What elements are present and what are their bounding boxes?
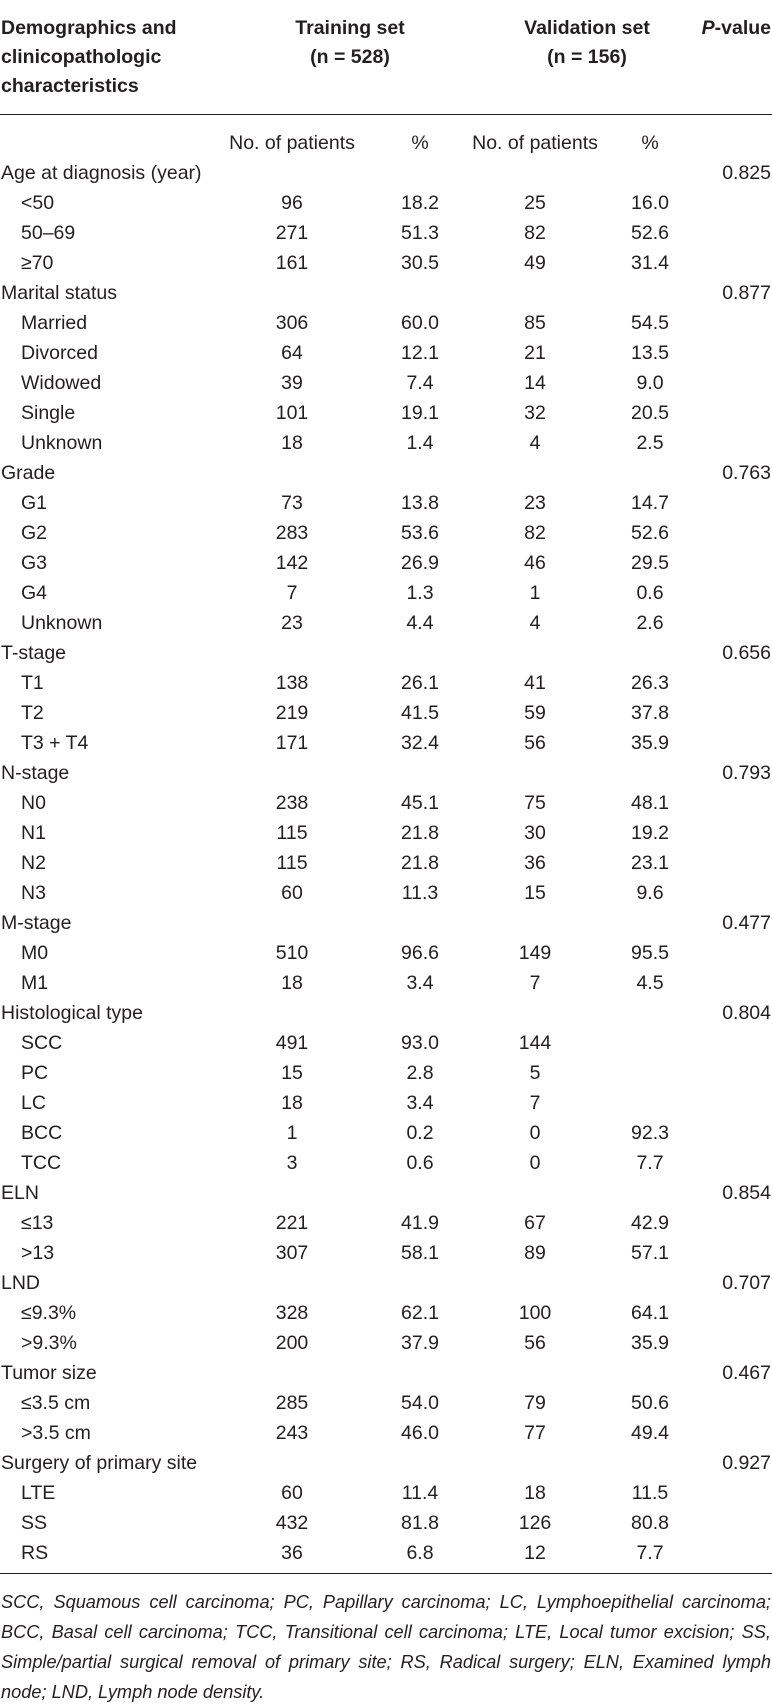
- table-footnote: SCC, Squamous cell carcinoma; PC, Papillary carcinoma; LC, Lymphoepithelial carcinoma; BCC, Basal cell carcinoma; TCC, Transitional cell carcinoma; LTE, Local tumor excision; SS, Simple/partial surgical removal of primary site; RS, Radical surgery; ELN, Examined lymph node; LND, Lymph node density.: [1, 1592, 771, 1702]
- table-group-row: [0, 458, 772, 488]
- row-label: RS: [21, 1542, 49, 1564]
- training-percent: 21.8: [401, 852, 439, 874]
- training-count: 101: [275, 402, 309, 424]
- training-percent: 41.9: [401, 1212, 439, 1234]
- training-count: 7: [286, 582, 298, 604]
- validation-count: 149: [518, 942, 552, 964]
- row-label: ≤9.3%: [21, 1302, 77, 1324]
- table-group-row: [0, 1268, 772, 1298]
- subheader-training-n: No. of patients: [229, 132, 355, 154]
- row-label: Surgery of primary site: [1, 1452, 198, 1474]
- table-row: [0, 488, 772, 518]
- training-count: 200: [275, 1332, 309, 1354]
- table-row: [0, 1148, 772, 1178]
- subheader-validation-pct: %: [641, 132, 659, 154]
- row-label: G4: [21, 582, 48, 604]
- p-value: 0.825: [722, 162, 771, 184]
- row-label: Married: [21, 312, 88, 334]
- row-label: M1: [21, 972, 49, 994]
- training-percent: 18.2: [401, 192, 439, 214]
- row-label: Age at diagnosis (year): [1, 162, 202, 184]
- training-count: 1: [286, 1122, 298, 1144]
- table-row: [0, 1088, 772, 1118]
- subheader-validation-n: No. of patients: [472, 132, 598, 154]
- row-label: Unknown: [21, 612, 103, 634]
- table-group-row: [0, 638, 772, 668]
- validation-percent: 14.7: [631, 492, 669, 514]
- row-label: Tumor size: [1, 1362, 97, 1384]
- validation-count: 21: [524, 342, 546, 364]
- column-header-p-value: P-value: [701, 17, 771, 39]
- training-percent: 6.8: [406, 1542, 434, 1564]
- validation-percent: 16.0: [631, 192, 669, 214]
- table-row: [0, 1418, 772, 1448]
- table-row: [0, 1538, 772, 1568]
- table-group-row: [0, 158, 772, 188]
- row-label: N3: [21, 882, 46, 904]
- validation-count: 126: [518, 1512, 552, 1534]
- row-label: G2: [21, 522, 48, 544]
- p-value: 0.763: [722, 462, 771, 484]
- footer-rule: [0, 1573, 772, 1574]
- table-row: [0, 1208, 772, 1238]
- validation-percent: 52.6: [631, 222, 669, 244]
- table-group-row: [0, 758, 772, 788]
- validation-count: 25: [524, 192, 546, 214]
- validation-count: 59: [524, 702, 546, 724]
- table-row: [0, 248, 772, 278]
- training-count: 432: [275, 1512, 309, 1534]
- validation-count: 75: [524, 792, 546, 814]
- validation-percent: 42.9: [631, 1212, 669, 1234]
- table-row: [0, 188, 772, 218]
- table-row: [0, 968, 772, 998]
- training-count: 36: [281, 1542, 303, 1564]
- validation-count: 18: [524, 1482, 546, 1504]
- validation-count: 77: [524, 1422, 546, 1444]
- row-label: T3 + T4: [21, 732, 89, 754]
- table-row: [0, 1388, 772, 1418]
- row-label: G3: [21, 552, 48, 574]
- training-count: 60: [281, 882, 303, 904]
- validation-percent: 80.8: [631, 1512, 669, 1534]
- header-rule: [0, 114, 772, 115]
- training-count: 243: [275, 1422, 309, 1444]
- row-label: Grade: [1, 462, 56, 484]
- table-group-row: [0, 1358, 772, 1388]
- row-label: BCC: [21, 1122, 63, 1144]
- validation-percent: 35.9: [631, 732, 669, 754]
- table-row: [0, 848, 772, 878]
- row-label: LC: [21, 1092, 46, 1114]
- table-row: [0, 818, 772, 848]
- row-label: ≤3.5 cm: [21, 1392, 91, 1414]
- training-count: 60: [281, 1482, 303, 1504]
- validation-percent: 0.6: [636, 582, 664, 604]
- validation-count: 89: [524, 1242, 546, 1264]
- table-row: [0, 788, 772, 818]
- row-label: Single: [21, 402, 76, 424]
- validation-count: 32: [524, 402, 546, 424]
- validation-count: 5: [529, 1062, 541, 1084]
- training-count: 238: [275, 792, 309, 814]
- row-label: Marital status: [1, 282, 117, 304]
- training-count: 18: [281, 432, 303, 454]
- table-row: [0, 1328, 772, 1358]
- table-row: [0, 398, 772, 428]
- training-count: 142: [275, 552, 309, 574]
- training-percent: 26.9: [401, 552, 439, 574]
- training-percent: 37.9: [401, 1332, 439, 1354]
- validation-count: 56: [524, 1332, 546, 1354]
- validation-count: 7: [529, 972, 541, 994]
- training-percent: 30.5: [401, 252, 439, 274]
- row-label: Histological type: [1, 1002, 143, 1024]
- table-group-row: [0, 908, 772, 938]
- row-label: >3.5 cm: [21, 1422, 91, 1444]
- table-row: [0, 938, 772, 968]
- validation-percent: 92.3: [631, 1122, 669, 1144]
- column-header-validation-set: Validation set (n = 156): [524, 17, 650, 68]
- training-percent: 21.8: [401, 822, 439, 844]
- validation-percent: 4.5: [636, 972, 664, 994]
- row-label: M0: [21, 942, 49, 964]
- training-percent: 0.6: [406, 1152, 434, 1174]
- training-percent: 7.4: [406, 372, 434, 394]
- training-percent: 12.1: [401, 342, 439, 364]
- training-percent: 13.8: [401, 492, 439, 514]
- validation-count: 144: [518, 1032, 552, 1054]
- validation-count: 67: [524, 1212, 546, 1234]
- row-label: >9.3%: [21, 1332, 77, 1354]
- row-label: ≥70: [21, 252, 54, 274]
- training-count: 283: [275, 522, 309, 544]
- row-label: Unknown: [21, 432, 103, 454]
- training-count: 221: [275, 1212, 309, 1234]
- training-count: 3: [286, 1152, 298, 1174]
- table-row: [0, 548, 772, 578]
- training-count: 23: [281, 612, 303, 634]
- validation-percent: 2.5: [636, 432, 664, 454]
- validation-percent: 95.5: [631, 942, 669, 964]
- p-value: 0.656: [722, 642, 771, 664]
- row-label: Divorced: [21, 342, 98, 364]
- validation-count: 82: [524, 522, 546, 544]
- row-label: M-stage: [1, 912, 72, 934]
- validation-count: 46: [524, 552, 546, 574]
- table-row: [0, 218, 772, 248]
- training-percent: 3.4: [406, 1092, 434, 1114]
- table-row: [0, 728, 772, 758]
- training-count: 115: [276, 852, 308, 874]
- validation-count: 41: [524, 672, 546, 694]
- training-percent: 46.0: [401, 1422, 439, 1444]
- training-percent: 81.8: [401, 1512, 439, 1534]
- row-label: SS: [21, 1512, 48, 1534]
- training-percent: 41.5: [401, 702, 439, 724]
- table-row: [0, 698, 772, 728]
- validation-percent: 52.6: [631, 522, 669, 544]
- row-label: T-stage: [1, 642, 67, 664]
- table-row: [0, 518, 772, 548]
- row-label: N2: [21, 852, 46, 874]
- training-percent: 4.4: [406, 612, 434, 634]
- training-percent: 96.6: [401, 942, 439, 964]
- validation-percent: 54.5: [631, 312, 669, 334]
- p-value: 0.467: [722, 1362, 771, 1384]
- validation-count: 79: [524, 1392, 546, 1414]
- validation-percent: 64.1: [631, 1302, 669, 1324]
- column-header-training-set: Training set (n = 528): [295, 17, 405, 68]
- training-count: 39: [281, 372, 303, 394]
- training-count: 138: [275, 672, 309, 694]
- row-label: ≤13: [21, 1212, 54, 1234]
- validation-percent: 26.3: [631, 672, 669, 694]
- validation-percent: 31.4: [631, 252, 669, 274]
- row-label: T2: [21, 702, 44, 724]
- validation-count: 56: [524, 732, 546, 754]
- table-row: [0, 1298, 772, 1328]
- training-count: 510: [275, 942, 309, 964]
- p-value: 0.877: [722, 282, 771, 304]
- validation-percent: 2.6: [636, 612, 664, 634]
- validation-count: 7: [529, 1092, 541, 1114]
- training-percent: 1.4: [406, 432, 434, 454]
- validation-count: 30: [524, 822, 546, 844]
- table-row: [0, 668, 772, 698]
- validation-count: 0: [529, 1122, 541, 1144]
- row-label: SCC: [21, 1032, 63, 1054]
- table-row: [0, 1058, 772, 1088]
- validation-count: 15: [524, 882, 546, 904]
- training-percent: 51.3: [401, 222, 439, 244]
- training-count: 491: [275, 1032, 309, 1054]
- table-group-row: [0, 998, 772, 1028]
- validation-count: 85: [524, 312, 546, 334]
- validation-count: 23: [524, 492, 546, 514]
- validation-count: 14: [524, 372, 546, 394]
- validation-percent: 35.9: [631, 1332, 669, 1354]
- training-count: 307: [275, 1242, 309, 1264]
- row-label: >13: [21, 1242, 55, 1264]
- row-label: T1: [21, 672, 44, 694]
- training-percent: 53.6: [401, 522, 439, 544]
- validation-count: 4: [529, 432, 541, 454]
- training-count: 171: [275, 732, 309, 754]
- row-label: ELN: [1, 1182, 39, 1204]
- training-count: 96: [281, 192, 303, 214]
- training-percent: 11.4: [401, 1482, 439, 1504]
- p-value: 0.793: [722, 762, 771, 784]
- training-count: 18: [281, 972, 303, 994]
- training-percent: 54.0: [401, 1392, 439, 1414]
- validation-percent: 29.5: [631, 552, 669, 574]
- table-row: [0, 1118, 772, 1148]
- row-label: LTE: [21, 1482, 56, 1504]
- row-label: PC: [21, 1062, 49, 1084]
- training-percent: 26.1: [401, 672, 439, 694]
- table-row: [0, 308, 772, 338]
- table-group-row: [0, 1178, 772, 1208]
- training-count: 328: [275, 1302, 309, 1324]
- validation-count: 0: [529, 1152, 541, 1174]
- training-percent: 60.0: [401, 312, 439, 334]
- table-group-row: [0, 278, 772, 308]
- table-row: [0, 878, 772, 908]
- training-count: 18: [281, 1092, 303, 1114]
- validation-percent: 9.6: [636, 882, 664, 904]
- validation-percent: 9.0: [636, 372, 664, 394]
- table-row: [0, 1508, 772, 1538]
- validation-percent: 49.4: [631, 1422, 669, 1444]
- validation-percent: 13.5: [631, 342, 669, 364]
- training-count: 64: [281, 342, 303, 364]
- p-value: 0.854: [722, 1182, 771, 1204]
- p-value: 0.707: [722, 1272, 771, 1294]
- subheader-row: [0, 128, 772, 158]
- validation-percent: 19.2: [631, 822, 669, 844]
- column-header-characteristics: Demographics and clinicopathologic characteristics: [1, 17, 177, 97]
- training-count: 161: [275, 252, 309, 274]
- row-label: N1: [21, 822, 46, 844]
- table-row: [0, 1238, 772, 1268]
- validation-count: 12: [524, 1542, 546, 1564]
- validation-count: 36: [524, 852, 546, 874]
- training-percent: 2.8: [406, 1062, 434, 1084]
- table-row: [0, 428, 772, 458]
- p-value: 0.477: [722, 912, 771, 934]
- validation-count: 1: [529, 582, 541, 604]
- training-count: 285: [275, 1392, 309, 1414]
- row-label: G1: [21, 492, 48, 514]
- training-count: 73: [281, 492, 303, 514]
- table-header: [0, 0, 772, 116]
- row-label: <50: [21, 192, 55, 214]
- training-percent: 32.4: [401, 732, 439, 754]
- row-label: TCC: [21, 1152, 62, 1174]
- validation-percent: 7.7: [636, 1152, 664, 1174]
- row-label: N-stage: [1, 762, 70, 784]
- training-count: 306: [275, 312, 309, 334]
- validation-count: 100: [518, 1302, 552, 1324]
- subheader-training-pct: %: [411, 132, 429, 154]
- training-percent: 0.2: [406, 1122, 434, 1144]
- training-count: 219: [275, 702, 309, 724]
- table-row: [0, 608, 772, 638]
- row-label: LND: [1, 1272, 41, 1294]
- training-percent: 45.1: [401, 792, 439, 814]
- validation-percent: 57.1: [631, 1242, 669, 1264]
- row-label: N0: [21, 792, 46, 814]
- training-percent: 62.1: [401, 1302, 439, 1324]
- training-percent: 3.4: [406, 972, 434, 994]
- table-row: [0, 578, 772, 608]
- validation-count: 82: [524, 222, 546, 244]
- training-percent: 93.0: [401, 1032, 439, 1054]
- row-label: Widowed: [21, 372, 102, 394]
- validation-percent: 50.6: [631, 1392, 669, 1414]
- p-value: 0.804: [722, 1002, 771, 1024]
- training-count: 271: [275, 222, 309, 244]
- validation-count: 49: [524, 252, 546, 274]
- table-row: [0, 338, 772, 368]
- training-percent: 1.3: [406, 582, 434, 604]
- validation-percent: 37.8: [631, 702, 669, 724]
- p-value: 0.927: [722, 1452, 771, 1474]
- validation-percent: 11.5: [631, 1482, 669, 1504]
- validation-percent: 48.1: [631, 792, 669, 814]
- row-label: 50–69: [21, 222, 76, 244]
- table-body: [0, 158, 772, 1568]
- validation-percent: 23.1: [631, 852, 669, 874]
- table-row: [0, 368, 772, 398]
- training-count: 115: [276, 822, 308, 844]
- validation-count: 4: [529, 612, 541, 634]
- table-group-row: [0, 1448, 772, 1478]
- training-percent: 19.1: [401, 402, 439, 424]
- training-percent: 58.1: [401, 1242, 439, 1264]
- training-count: 15: [281, 1062, 303, 1084]
- table-row: [0, 1028, 772, 1058]
- validation-percent: 7.7: [636, 1542, 664, 1564]
- table-row: [0, 1478, 772, 1508]
- training-percent: 11.3: [401, 882, 439, 904]
- validation-percent: 20.5: [631, 402, 669, 424]
